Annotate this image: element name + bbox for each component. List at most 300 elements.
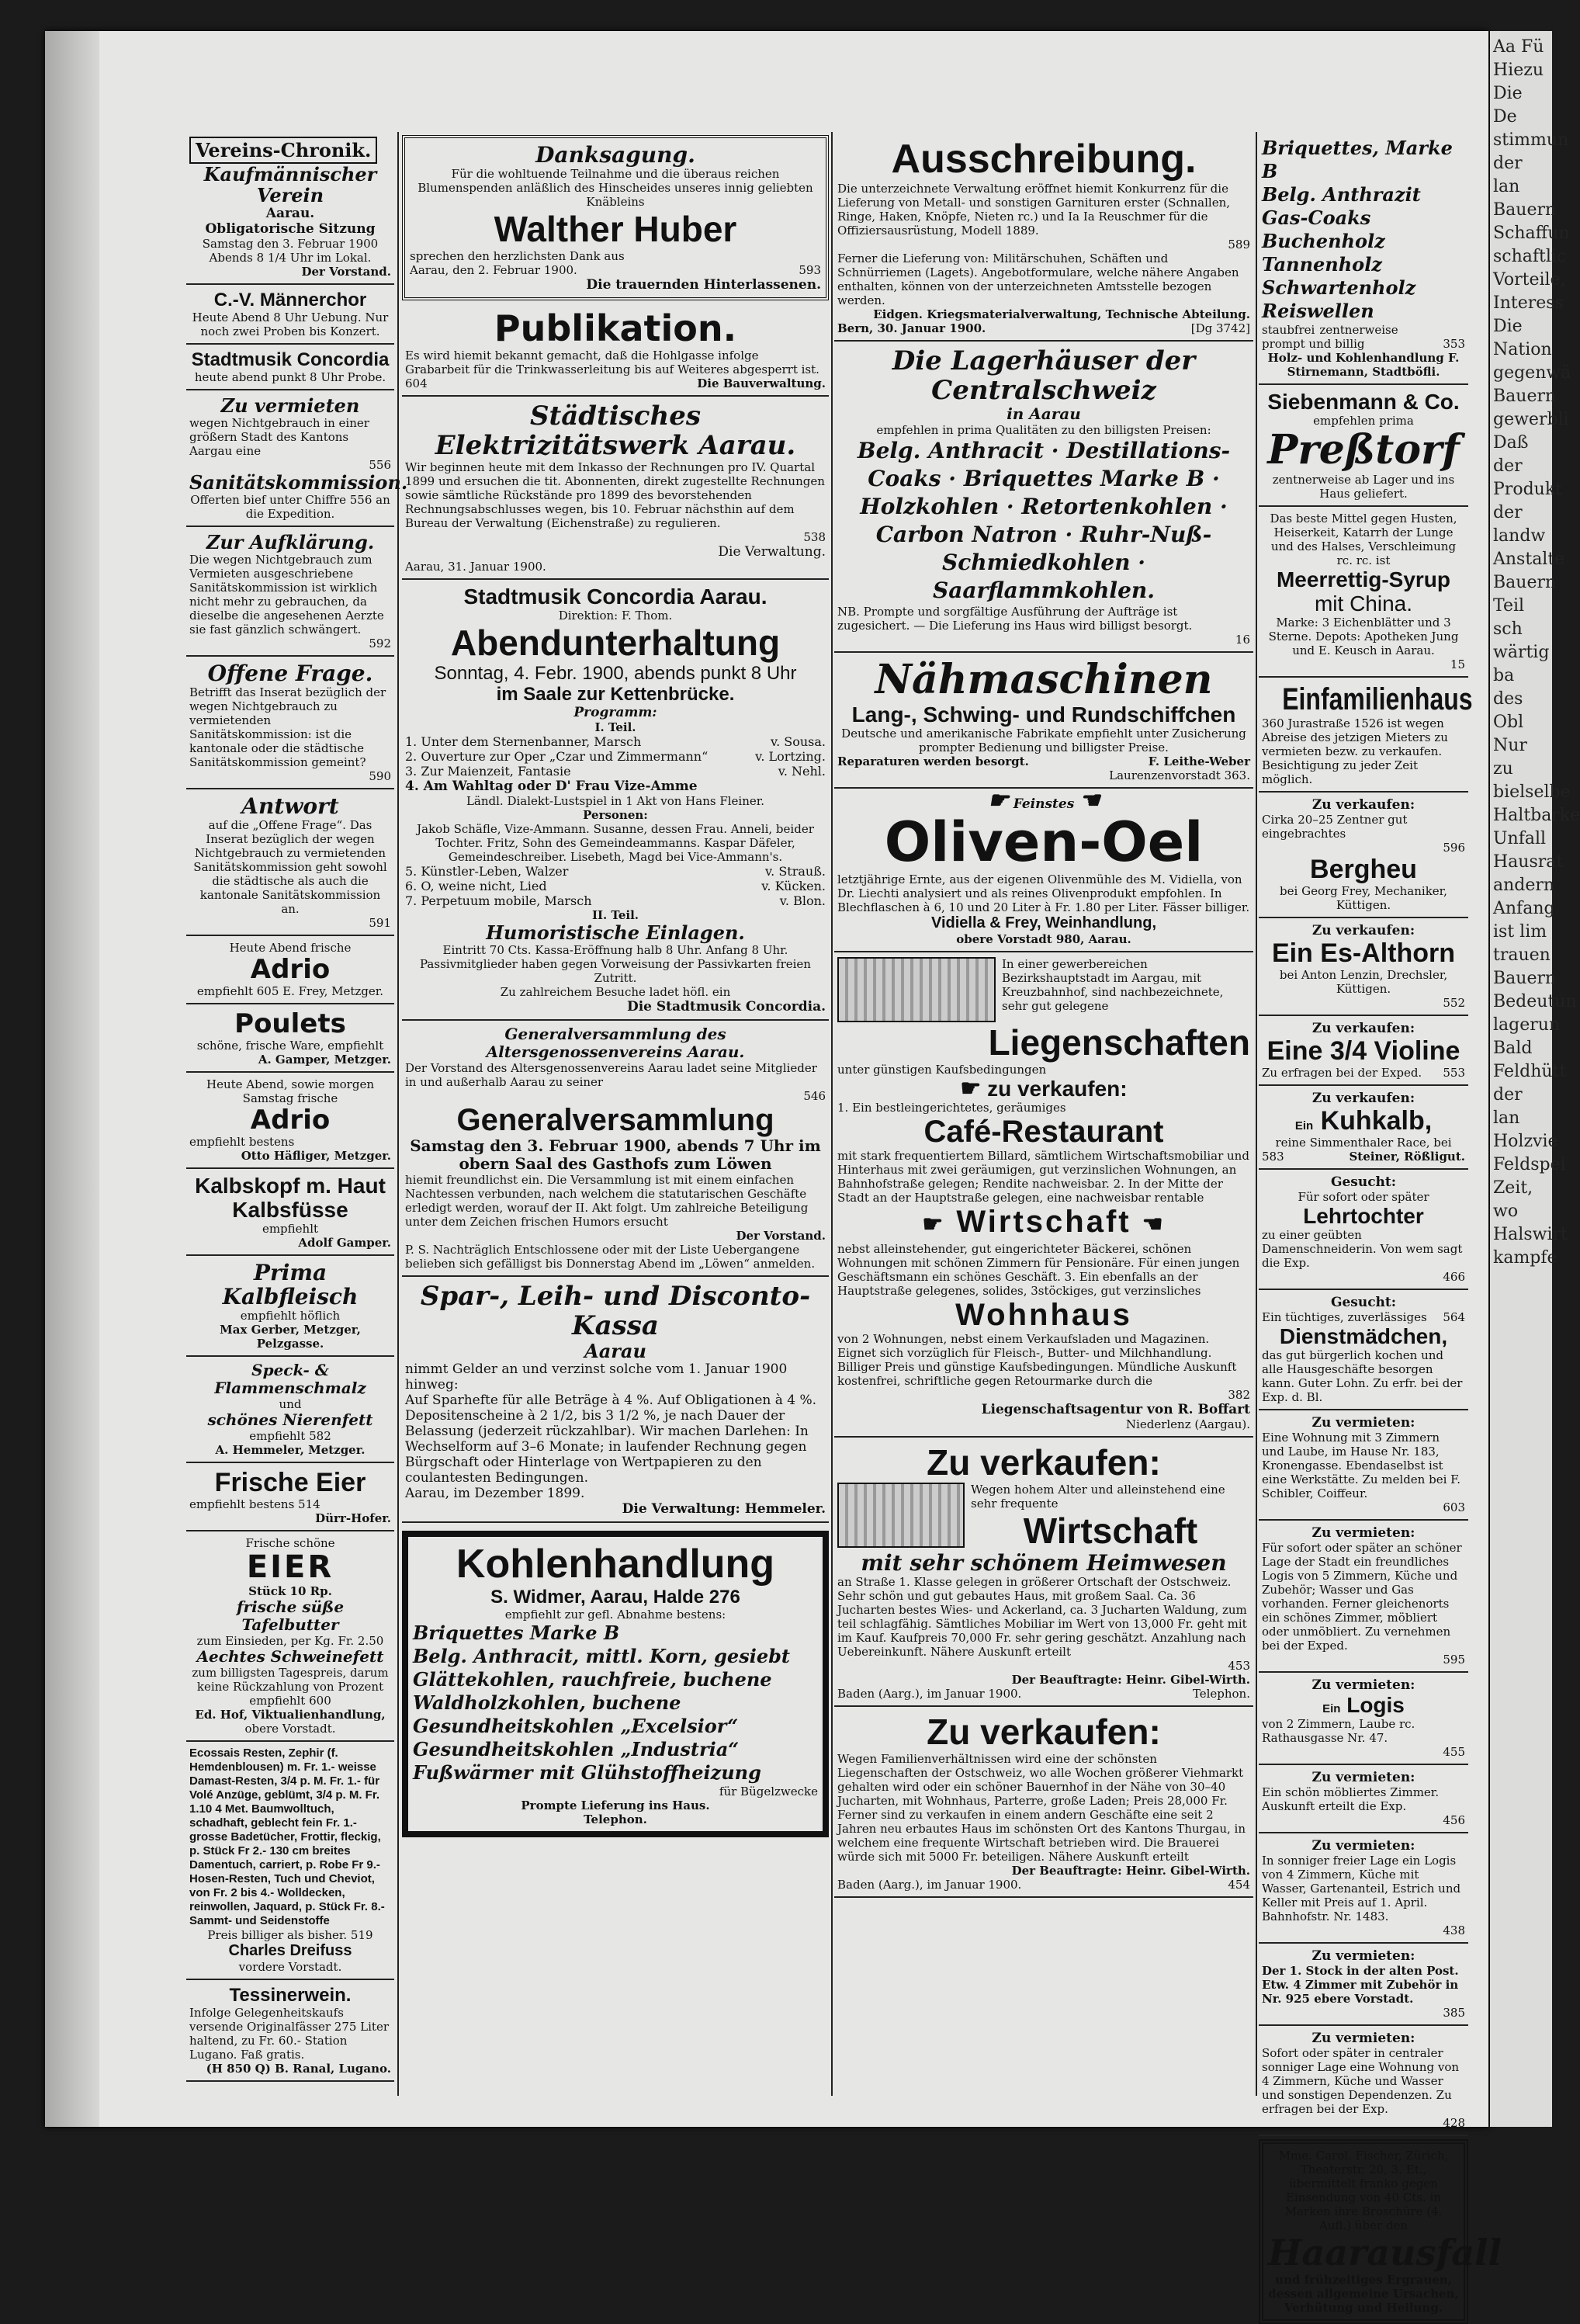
ad-heading: Gesucht: (1330, 1174, 1397, 1190)
ad-text: Zu erfragen bei der Exped. (1262, 1066, 1422, 1080)
ad-heading: Zu vermieten: (1311, 1948, 1415, 1964)
ad-signature: vordere Vorstadt. (238, 1960, 342, 1974)
program-composer: v. Strauß. (765, 864, 826, 879)
program-title: 6. O, weine nicht, Lied (405, 879, 547, 893)
ad-name: S. Widmer, Aarau, Halde 276 (490, 1587, 740, 1608)
pointing-hand-icon: ☛ (922, 1212, 946, 1237)
ad-signature: (H 850 Q) B. Ranal, Lugano. (206, 2062, 391, 2076)
ad-text: wegen Nichtgebrauch in einer größern Stadt des Kantons Aargau eine (189, 416, 369, 458)
ad-title: Prima Kalbfleisch (222, 1260, 359, 1309)
ad-brennstoffe (1259, 132, 1468, 385)
vereins-chronik-heading: Vereins-Chronik. (189, 137, 377, 164)
ad-signature: Der Vorstand. (301, 265, 391, 279)
ad-heading: Zu verkaufen: (1311, 1021, 1415, 1036)
ad-place: Baden (Aarg.), im Januar 1900. (837, 1687, 1022, 1701)
ad-signature: F. Leithe-Weber (1148, 754, 1250, 768)
ad-text: von 2 Wohnungen, nebst einem Verkaufsladen und Magazinen. Eignet sich vorzüglich für Fleisch-, Butter- und Milchhandlung. Billiger Preis und günstige Kaufsbedingungen. Mündliche Auskunft kostenfrei, schriftliche gegen Retourmarke durch die (837, 1332, 1237, 1388)
ad-einfamilienhaus (1259, 678, 1473, 793)
ad-title: Offene Frage. (207, 661, 373, 686)
ad-footer (405, 376, 826, 390)
ad-kaufmaennischer-verein (186, 132, 394, 285)
ad-footer (1262, 1066, 1465, 1080)
ad-heading: Zu vermieten: (1311, 1677, 1415, 1693)
ad-title: Sanitätskommission. (189, 471, 408, 494)
ad-telephone: Telephon. (584, 1812, 647, 1826)
ad-text: an Straße 1. Klasse gelegen in größerer Ortschaft der Ostschweiz. Sehr schön und gut gebautes Haus, mit großem Saal. Ca. 36 Jucharten bestes Wies- und Ackerland, ca. 3 Jucharten Waldung, zum teil schlagfähig. Sämtliches Mobiliar im Wert von 13,000 Fr. geht mit im Kauf. Kaufpreis 70,000 Fr. sehr gering geschätzt. Anzahlung nach Uebereinkunft. Nähere Auskunft erteilt (837, 1575, 1247, 1659)
ad-text: NB. Prompte und sorgfältige Ausführung der Aufträge ist zugesichert. — Die Lieferung ins Haus wird billigst besorgt. (837, 605, 1193, 633)
ad-text: Ecossais Resten, Zephir (f. Hemdenblousen) m. Fr. 1.- weisse Damast-Resten, 3/4 p. M. Fr. 1.- für Volé Anzüge, geblümt, 3/4 p. M. Fr. 1.10 4 Met. Baumwolltuch, schadhaft, geblecht fein Fr. 1.- grosse Badetücher, Frottir, fleckig, p. Stück Fr 2.- 130 cm breites Damentuch, carriert, p. Robe Fr 9.- Hosen-Resten, Tuch und Cheviot, von Fr. 2 bis 4.- Wolldecken, reinwollen, Jaquard, p. Stück Fr. 8.- Sammt- und Seidenstoffe (189, 1746, 385, 1927)
ad-place: Aarau. (265, 206, 315, 221)
ad-signature: Die Stadtmusik Concordia. (626, 999, 826, 1015)
ad-text: In einer gewerbereichen Bezirkshauptstadt im Aargau, mit Kreuzbahnhof, sind nachbezeichnete, sehr gut gelegene (1002, 957, 1224, 1013)
program-list (405, 864, 826, 908)
ad-number: 590 (369, 769, 391, 783)
ad-note: zentnerweise (1319, 323, 1398, 337)
product-item: Reiswellen (1262, 300, 1374, 322)
ad-number: 438 (1443, 1923, 1465, 1937)
ad-address: Niederlenz (Aargau). (1125, 1417, 1250, 1431)
product-item: Belg. Anthracit, mittl. Korn, gesiebt (413, 1645, 790, 1667)
ad-number: 553 (1443, 1066, 1465, 1080)
product-item: Gas-Coaks (1262, 206, 1371, 229)
ad-date: Bern, 30. Januar 1900. (837, 321, 986, 335)
ad-telephone: Telephon. (1192, 1687, 1250, 1701)
ad-title: Zur Aufklärung. (206, 531, 375, 553)
ad-text: Sofort oder später in centraler sonniger Lage eine Wohnung von 4 Zimmern, Küche und Wasser und sonstigen Dependenzen. Zu erfragen bei der Exp. (1262, 2046, 1460, 2116)
program-part: I. Teil. (594, 720, 636, 734)
page-gutter (45, 31, 99, 2127)
program-persons-heading: Personen: (583, 808, 648, 822)
column-4 (1259, 132, 1502, 2315)
program-title: 7. Perpetuum mobile, Marsch (405, 893, 592, 908)
ad-vermieten-1 (1259, 1410, 1468, 1521)
program-item: 4. Am Wahltag oder D' Frau Vize-Amme (405, 779, 698, 794)
ad-dateline (410, 263, 821, 277)
program-title: 5. Künstler-Leben, Walzer (405, 864, 569, 879)
ad-subtitle: mit sehr schönem Heimwesen (861, 1550, 1227, 1576)
ad-number: 454 (1228, 1878, 1250, 1892)
ad-text: Wegen Familienverhältnissen wird eine der schönsten Liegenschaften der Ostschweiz, wo alle Wochen größerer Viehmarkt gehalten wird oder ein schöner Bauernhof in der Nähe von 30–40 Jucharten, mit Wohnhaus, Parterre, große Laden; Preis 28,000 Fr. Ferner sind zu verkaufen in einem andern Geschäfte eine seit 2 Jahren neu erbautes Haus im schönsten Ort des Kantons Thurgau, in welchem eine frequente Wirtschaft betrieben wird. Die Brauerei würde sich mit 5000 Fr. beteiligen. Nähere Auskunft erteilt (837, 1752, 1246, 1864)
ad-adrio-haefliger (186, 1073, 394, 1169)
ad-title: Ausschreibung. (891, 137, 1197, 182)
ad-text: Die unterzeichnete Verwaltung eröffnet hiemit Konkurrenz für die Lieferung von Metall- und sonstigen Garnituren erster (Schnallen, Ringe, Haken, Knöpfe, Nieten rc.) und Ia Ia Reuschmer für die Offiziersausrüstung, Modell 1889. (837, 182, 1231, 238)
ad-title (1262, 1106, 1465, 1136)
ad-text: Ein tüchtiges, zuverlässiges (1262, 1310, 1427, 1324)
ad-text: 1. Ein bestleingerichtetes, geräumiges (837, 1101, 1066, 1115)
ad-title-pre: Ein (1322, 1702, 1341, 1715)
pointing-hand-icon: ☛ (960, 1076, 982, 1101)
ad-text: Für sofort oder später an schöner Lage der Stadt ein freundliches Logis von 5 Zimmern, Küche und Zubehör; Wasser und Gas vorhanden. Ferner gleichenorts ein schönes Zimmer, möbliert oder unmöbliert. Zu vernehmen bei der Exped. (1262, 1541, 1462, 1653)
ad-header (837, 957, 1250, 1022)
ad-number: 583 (1262, 1150, 1284, 1164)
ad-title: Abendunterhaltung (450, 623, 781, 663)
product-item: Briquettes, Marke B (1262, 137, 1453, 182)
ad-title: Haarausfall (1268, 2232, 1502, 2274)
ad-title: Liegenschaften (988, 1022, 1250, 1063)
ad-text: Der 1. Stock in der alten Post. Etw. 4 Zimmer mit Zubehör in Nr. 925 ebere Vorstadt. (1262, 1964, 1459, 2006)
ad-subtitle: mit China. (1314, 591, 1413, 616)
ad-generalversammlung (402, 1021, 829, 1277)
ad-note: staubfrei (1262, 323, 1315, 337)
ad-note: für Bügelzwecke (719, 1785, 818, 1798)
ad-signature: bei Georg Frey, Mechaniker, Küttigen. (1280, 884, 1447, 912)
ad-frische-eier (186, 1463, 394, 1531)
ad-publikation (402, 304, 829, 397)
column-3 (834, 132, 1253, 2096)
ad-text: Betrifft das Inserat bezüglich der wegen Nichtgebrauch zu vermietenden Sanitätskommission: ist die kantonale oder die städtische Sanitätskommission gemeint? (189, 685, 386, 769)
ad-number: 428 (1443, 2116, 1465, 2130)
ad-title: frische süße Tafelbutter (236, 1597, 345, 1634)
ad-heading: Zu vermieten: (1311, 1415, 1415, 1431)
ad-title: schönes Nierenfett (207, 1410, 373, 1429)
ad-title: Stadtmusik Concordia (191, 349, 390, 370)
ad-notes (1262, 323, 1465, 337)
ad-title (1262, 1693, 1465, 1717)
product-item: Tannenholz (1262, 253, 1382, 276)
ad-number: 603 (1443, 1500, 1465, 1514)
ad-date: Aarau, den 2. Februar 1900. (410, 263, 577, 277)
ad-text: und frühzeitiges Ergrauen, dessen allgemeine Ursachen, Verhütung und Heilung. (1268, 2273, 1459, 2315)
ad-signature: A. Hemmeler, Metzger. (215, 1443, 366, 1457)
ad-title: Danksagung. (535, 142, 695, 168)
program-composer: v. Kücken. (761, 879, 826, 893)
ad-text: mit stark frequentiertem Billard, sämtlichem Wirtschaftsmobiliar und Hinterhaus mit zwei geräumigen, gut verzinslichen Wohnungen, an Bahnhofstraße gelegen; Rendite nachweisbar. 2. In der Mitte der Stadt an der Hauptstraße gelegen, eine nachweisbar rentable (837, 1149, 1249, 1205)
ad-title: Speck- & Flammenschmalz (214, 1361, 366, 1397)
ad-signature: Steiner, Rößligut. (1349, 1150, 1465, 1164)
ad-title: Publikation. (494, 307, 737, 349)
ad-heading: Zu vermieten: (1311, 1838, 1415, 1854)
ad-title: Siebenmann & Co. (1267, 390, 1460, 414)
pointing-hand-icon: ☚ (1079, 787, 1100, 814)
ad-lehrtochter (1259, 1170, 1468, 1290)
ad-title: Wohnhaus (955, 1298, 1132, 1332)
program-title: 1. Unter dem Sternenbanner, Marsch (405, 734, 642, 749)
ad-aufklaerung (186, 527, 394, 657)
ad-title: Generalversammlung (456, 1103, 774, 1137)
ad-signature: Otto Häfliger, Metzger. (241, 1149, 391, 1163)
ad-text: Wir beginnen heute mit dem Inkasso der Rechnungen pro IV. Quartal 1899 und ersuchen die tit. Abonnenten, direkt zugestellte Rechnungen sowie sämtliche Rückstände pro 1899 des bevorstehenden Rechnungsabschlusses wegen, bis 10. Februar nächsthin auf dem Bureau der Verwaltung (Eichenstraße) zu regulieren. (405, 460, 825, 530)
ad-althorn (1259, 918, 1468, 1016)
ad-text: zum billigsten Tagespreis, darum keine Rückzahlung von Prozent empfiehlt 600 (192, 1666, 389, 1708)
ad-signature: Charles Dreifuss (228, 1942, 352, 1959)
ad-number: 16 (1235, 633, 1250, 647)
ad-spar-leih-kassa (402, 1277, 829, 1523)
ad-tessinerwein (186, 1980, 394, 2082)
ad-text: Zu zahlreichem Besuche ladet höfl. ein (500, 985, 731, 999)
ad-text: Ferner die Lieferung von: Militärschuhen, Schäften und Schnürriemen (Lagets). Angebotformulare, welche nähere Angaben enthalten, können von der unterzeichneten Amtsstelle bezogen werden. (837, 251, 1239, 307)
ad-title: Adrio (250, 1105, 331, 1136)
ad-haarausfall (1259, 2139, 1502, 2324)
ad-number: 546 (803, 1089, 826, 1103)
ad-place: Baden (Aarg.), im Januar 1900. (837, 1878, 1022, 1892)
ad-vermieten-alte-post (1259, 1944, 1468, 2026)
ad-signature: Dürr-Hofer. (315, 1511, 391, 1525)
ad-text: Preis billiger als bisher. 519 (207, 1928, 373, 1942)
ad-subtitle (837, 1077, 1250, 1101)
product-list (1262, 137, 1465, 323)
ad-footer (1262, 337, 1465, 351)
ad-product: Preßtorf (1267, 426, 1460, 473)
ad-signature: Die Verwaltung: Hemmeler. (622, 1501, 826, 1517)
ad-text: Eintritt 70 Cts. Kassa-Eröffnung halb 8 Uhr. Anfang 8 Uhr. Passivmitglieder haben gegen Vorweisung der Passivkarten freien Zutritt. (420, 943, 811, 985)
ad-code: [Dg 3742] (1190, 321, 1250, 335)
ad-text: sprechen den herzlichsten Dank aus (410, 249, 625, 263)
ad-title: C.-V. Männerchor (213, 290, 367, 310)
ad-ausschreibung (834, 132, 1253, 342)
ad-title: Stadtmusik Concordia Aarau. (463, 584, 767, 609)
program-title: 3. Zur Maienzeit, Fantasie (405, 764, 571, 779)
program-part: II. Teil. (591, 908, 639, 922)
ad-number: 564 (1443, 1310, 1465, 1324)
ad-text: reine Simmenthaler Race, bei (1275, 1136, 1452, 1150)
ad-title: Antwort (241, 793, 339, 819)
ad-title: Kaufmännischer Verein (203, 163, 377, 206)
ad-text: Der Vorstand des Altersgenossenvereins Aarau ladet seine Mitglieder in und außerhalb Aarau zu seiner (405, 1061, 817, 1089)
ad-title-pre: Ein (1294, 1119, 1314, 1133)
ad-date: Samstag den 3. Februar 1900, abends 7 Uhr im obern Saal des Gasthofs zum Löwen (410, 1136, 821, 1173)
program-row (405, 879, 826, 893)
ad-signature: Der Vorstand. (736, 1229, 826, 1243)
ad-title: EIER (246, 1549, 334, 1585)
ad-signature: Liegenschaftsagentur von R. Boffart (981, 1402, 1250, 1417)
column-1 (186, 132, 408, 2096)
ad-text: Cirka 20–25 Zentner gut eingebrachtes (1262, 813, 1408, 841)
ad-title-text: Kuhkalb, (1320, 1106, 1433, 1136)
ad-text: von 2 Zimmern, Laube rc. Rathausgasse Nr. 47. (1262, 1717, 1415, 1745)
ad-footer (837, 754, 1250, 768)
ad-text: empfehlen in prima Qualitäten zu den billigsten Preisen: (876, 423, 1211, 437)
next-page-text: Aa Fü Hiezu Die De stimmun der lan Bauern Schaffun schaftlic Vorteile, Interess Die Nation gegenwä Bauern gewerbli Daß der Produkt der landw Anstalte Bauern Teil sch wärtig ba des Obl Nur zu bielselbe Haltbarke Unfall Hausrat andern Anfang ist lim trauen Bauern Bedeutun lagerun Bald Feldhütt der lan Holzvie Feldspei Zeit, wo Halswirt kampfe (1493, 37, 1580, 1268)
ad-text: Für die wohltuende Teilnahme und die überaus reichen Blumenspenden anläßlich des Hinscheides unseres innig geliebten Knäbleins (418, 167, 813, 209)
ad-text: Für sofort oder später (1298, 1190, 1429, 1204)
ad-oliven-oel (834, 789, 1253, 952)
column-2 (402, 132, 829, 2096)
ad-schmalz (186, 1357, 394, 1463)
ad-text: hiemit freundlichst ein. Die Versammlung ist mit einem einfachen Nachtessen verbunden, nach welchem die statutarischen Geschäfte erledigt werden, worauf der II. Akt folgt. Um zahlreiche Beteiligung unter dem Zeichen frischen Humors ersucht (405, 1173, 809, 1229)
ad-text: empfiehlt bestens (189, 1135, 295, 1149)
ad-danksagung (402, 135, 829, 300)
ad-text: heute abend punkt 8 Uhr Probe. (194, 370, 386, 384)
ad-vermieten-zimmer (1259, 1765, 1468, 1833)
ad-number: 353 (1443, 337, 1465, 351)
ad-signature: Eidgen. Kriegsmaterialverwaltung, Technische Abteilung. (873, 307, 1250, 321)
ad-kohlenhandlung (402, 1531, 829, 1837)
ad-heading: Gesucht: (1330, 1295, 1397, 1310)
ad-title: Tessinerwein. (229, 1985, 352, 2006)
ad-signature: Vidiella & Frey, Weinhandlung, (930, 914, 1157, 931)
ad-title: Städtisches Elektrizitätswerk Aarau. (435, 401, 796, 461)
ad-signature: Der Beauftragte: Heinr. Gibel-Wirth. (1011, 1673, 1250, 1687)
ad-title: Nähmaschinen (875, 656, 1213, 703)
ad-number: 382 (1228, 1388, 1250, 1402)
ad-heading: Generalversammlung des Altersgenossenvereins Aarau. (486, 1025, 745, 1061)
ad-title: Dienstmädchen, (1279, 1324, 1448, 1348)
ad-number: 385 (1443, 2006, 1465, 2020)
ad-elektrizitaetswerk (402, 397, 829, 580)
ad-presstorf (1259, 385, 1468, 507)
ad-text: Es wird hiemit bekannt gemacht, daß die Hohlgasse infolge Grabarbeit für die Trinkwasserleitung bis auf Weiteres abgesperrt ist. (405, 349, 819, 376)
ad-title: Kalbskopf m. Haut Kalbsfüsse (195, 1174, 386, 1222)
ad-footer (1262, 1150, 1465, 1164)
ad-text: im Saale zur Kettenbrücke. (496, 684, 735, 705)
product-list (413, 1622, 818, 1785)
ad-signature: A. Gamper, Metzger. (258, 1053, 391, 1067)
product-item: Waldholzkohlen, buchene (413, 1691, 681, 1714)
ad-number: 15 (1450, 657, 1465, 671)
ad-number: 591 (369, 916, 391, 930)
product-item: Glättekohlen, rauchfreie, buchene (413, 1668, 772, 1691)
ad-maennerchor (186, 285, 394, 345)
ad-number: 453 (1228, 1659, 1250, 1673)
ad-vermieten-2 (1259, 1521, 1468, 1673)
program-row (405, 764, 826, 779)
ad-title: Kohlenhandlung (456, 1542, 775, 1587)
ad-signature: Max Gerber, Metzger, Pelzgasse. (220, 1323, 361, 1351)
ad-date: Aarau, 31. Januar 1900. (405, 560, 546, 574)
ad-title: Poulets (234, 1008, 346, 1039)
ad-text: letztjährige Ernte, aus der eigenen Olivenmühle des M. Vidiella, von Dr. Liechti analysiert und als reines Olivenprodukt empfohlen. In Blechflaschen à 6, 10 und 20 Liter à Fr. 1.80 per Liter. Fässer billiger. (837, 872, 1250, 914)
ad-name: Walther Huber (494, 209, 737, 249)
ad-title: Bergheu (1310, 855, 1417, 884)
building-illustration (837, 957, 996, 1022)
ad-number: 456 (1443, 1813, 1465, 1827)
ad-title-text: Wirtschaft (956, 1205, 1131, 1239)
product-item: Schwartenholz (1262, 276, 1416, 299)
column-rule (397, 132, 399, 2096)
ad-signature: empfiehlt 605 E. Frey, Metzger. (196, 984, 384, 998)
ad-heading: Zu verkaufen: (1311, 923, 1415, 938)
next-page-edge (1490, 31, 1580, 2127)
ad-signature: Die Verwaltung. (718, 544, 826, 560)
ad-dienstmaedchen (1259, 1290, 1468, 1410)
ad-number: 552 (1443, 996, 1465, 1010)
ad-address: Laurenzenvorstadt 363. (1109, 768, 1250, 782)
ad-zu-verkaufen-liegenschaft (834, 1707, 1253, 1898)
ad-violine (1259, 1016, 1468, 1086)
ad-title: Oliven-Oel (884, 810, 1204, 874)
ad-title: Adrio (250, 954, 331, 985)
ad-text: 360 Jurastraße 1526 ist wegen Abreise des jetzigen Mieters zu vermieten bezw. zu verkaufen. Besichtigung zu jeder Zeit möglich. (1262, 716, 1448, 786)
program-row (405, 893, 826, 908)
ad-title: Die Lagerhäuser der Centralschweiz (892, 345, 1196, 406)
ad-adrio-frey (186, 936, 394, 1004)
ad-signature: obere Vorstadt. (244, 1722, 336, 1736)
ad-text: Marke: 3 Eichenblätter und 3 Sterne. Depots: Apotheken Jung und E. Keusch in Aarau. (1268, 616, 1459, 657)
ad-text: Sonntag, 4. Febr. 1900, abends punkt 8 Uhr (434, 663, 797, 684)
ad-text: Heute Abend frische (229, 941, 352, 955)
ad-offene-frage (186, 657, 394, 789)
ad-header (837, 1483, 1250, 1551)
ad-address: obere Vorstadt 980, Aarau. (956, 932, 1131, 946)
ad-text: Die wegen Nichtgebrauch zum Vermieten ausgeschriebene Sanitätskommission ist wirklich nicht mehr zu gebrauchen, da dieselbe die angesehenen Aerzte sie fast gänzlich schwängert. (189, 553, 384, 636)
ad-footer (837, 1878, 1250, 1892)
ad-lagerhaeuser (834, 342, 1253, 653)
ad-title: Meerrettig-Syrup (1276, 567, 1451, 591)
ad-liegenschaften (834, 952, 1253, 1438)
ad-title: Zu verkaufen: (927, 1442, 1161, 1483)
building-illustration (837, 1483, 965, 1548)
ad-heading: Zu vermieten: (1311, 1770, 1415, 1785)
program-persons: Jakob Schäfle, Vize-Ammann. Susanne, dessen Frau. Anneli, beider Tochter. Fritz, Sohn des Gemeindeammanns. Kaspar Däfeler, Gemeindeschreiber. Lisebeth, Magd bei Vice-Ammann's. (417, 822, 814, 864)
ad-text: schöne, frische Ware, empfiehlt (196, 1039, 384, 1053)
ad-footer: Prompte Lieferung ins Haus. (521, 1798, 710, 1812)
product-item: Gesundheitskohlen „Industria“ (413, 1738, 740, 1760)
ad-text: Deutsche und amerikanische Fabrikate empfiehlt unter Zusicherung prompter Bedienung und billigster Preise. (841, 727, 1246, 754)
ad-signature: Ed. Hof, Viktualienhandlung, (195, 1708, 386, 1722)
product-item: Fußwärmer mit Glühstoffheizung (413, 1761, 761, 1784)
ad-kalbfleisch (186, 1256, 394, 1357)
ad-text: zum Einsieden, per Kg. Fr. 2.50 (196, 1634, 384, 1648)
ad-footer (837, 1687, 1250, 1701)
ad-heading: Zu vermieten: (1311, 1525, 1415, 1541)
product-item: Buchenholz (1262, 230, 1385, 252)
column-rule (831, 132, 833, 2096)
ad-text: Offerten bief unter Chiffre 556 an die Expedition. (190, 493, 390, 521)
ad-vermieten-logis (1259, 1673, 1468, 1765)
ad-text: Wegen hohem Alter und alleinstehend eine sehr frequente (971, 1483, 1225, 1511)
ad-subtitle: Wirtschaft (1023, 1511, 1198, 1551)
ad-text: empfiehlt bestens 514 (189, 1497, 321, 1511)
ad-heading: Zu vermieten: (1311, 2031, 1415, 2046)
program-heading: Programm: (573, 705, 657, 720)
ad-vermieten-bahnhofstrasse (1259, 1833, 1468, 1944)
ad-stadtmusik (186, 345, 394, 390)
ad-zu-verkaufen-wirtschaft (834, 1438, 1253, 1707)
ad-text: Ein schön möbliertes Zimmer. Auskunft erteilt die Exp. (1262, 1785, 1440, 1813)
ad-signature: Adolf Gamper. (298, 1236, 391, 1250)
ad-text: Infolge Gelegenheitskaufs versende Originalfässer 275 Liter haltend, zu Fr. 60.- Station Lugano. Faß gratis. (189, 2006, 390, 2062)
ad-number: 592 (369, 636, 391, 650)
ad-number: 589 (1228, 238, 1250, 251)
product-item: Gesundheitskohlen „Excelsior“ (413, 1715, 739, 1737)
ad-text: Das beste Mittel gegen Husten, Heiserkeit, Katarrh der Lunge und des Halses, Verschleimung rc. rc. ist (1270, 512, 1457, 567)
column-rule (1256, 132, 1257, 2096)
product-list: Belg. Anthracit · Destillations-Coaks · Briquettes Marke B · Holzkohlen · Retortenkohlen · Carbon Natron · Ruhr-Nuß-Schmiedkohlen · Saarflammkohlen. (857, 438, 1231, 603)
ad-text: empfiehlt zur gefl. Abnahme bestens: (504, 1608, 726, 1622)
ad-text: empfiehlt (262, 1222, 319, 1236)
ad-signature: Der Beauftragte: Heinr. Gibel-Wirth. (1011, 1864, 1250, 1878)
product-item: Belg. Anthrazit (1262, 183, 1421, 206)
ad-place: in Aarau (1007, 404, 1081, 423)
ad-title: Ein Es-Althorn (1271, 938, 1456, 968)
ad-meerrettig-syrup (1259, 507, 1468, 678)
pointing-hand-icon: ☛ (987, 787, 1009, 814)
ad-title: Spar-, Leih- und Disconto-Kassa (420, 1281, 811, 1341)
ad-text: Heute Abend 8 Uhr Uebung. Nur noch zwei Proben bis Konzert. (192, 310, 389, 338)
ad-text: das gut bürgerlich kochen und alle Hausgeschäfte besorgen kann. Guter Lohn. Zu erfr. bei der Exp. d. Bl. (1262, 1348, 1463, 1404)
ad-signature: Holz- und Kohlenhandlung F. Stirnemann, Stadtböfli. (1267, 351, 1460, 379)
ad-title (837, 1205, 1250, 1242)
ad-number: 466 (1443, 1270, 1465, 1284)
ad-text: Eine Wohnung mit 3 Zimmern und Laube, im Hause Nr. 183, Kronengasse. Ebendaselbst ist eine Werkstätte. Zu melden bei F. Schibler, Coiffeur. (1262, 1431, 1460, 1500)
ad-title: Eine 3/4 Violine (1266, 1036, 1460, 1066)
pointing-hand-icon: ☚ (1142, 1212, 1166, 1237)
ad-text: empfiehlt höflich (240, 1309, 341, 1323)
ad-title: Zu verkaufen: (927, 1712, 1161, 1752)
ad-title: Einfamilienhaus (1282, 682, 1473, 716)
ad-title: Aechtes Schweinefett (196, 1647, 384, 1666)
ad-text: Stück 10 Rp. (248, 1584, 332, 1598)
ad-text: nimmt Gelder an und verzinst solche vom 1. Januar 1900 hinweg: (405, 1361, 788, 1393)
ad-eier-butter (186, 1531, 394, 1742)
ad-abendunterhaltung (402, 580, 829, 1021)
ad-title: Frische Eier (214, 1468, 366, 1497)
ad-text: Mme. Carol. Fischer, Zürich, Theaterstr. 20, 3. Et., übermittelt franko gegen Einsendung von 40 Cts. in Marken ihre Broschüre (4. Aufl.) über den (1278, 2149, 1449, 2232)
ad-number: 604 (405, 376, 428, 390)
ad-heading: Zu verkaufen: (1311, 797, 1415, 813)
ad-number: 596 (1443, 841, 1465, 855)
ad-subtitle-text: zu verkaufen: (987, 1077, 1128, 1101)
